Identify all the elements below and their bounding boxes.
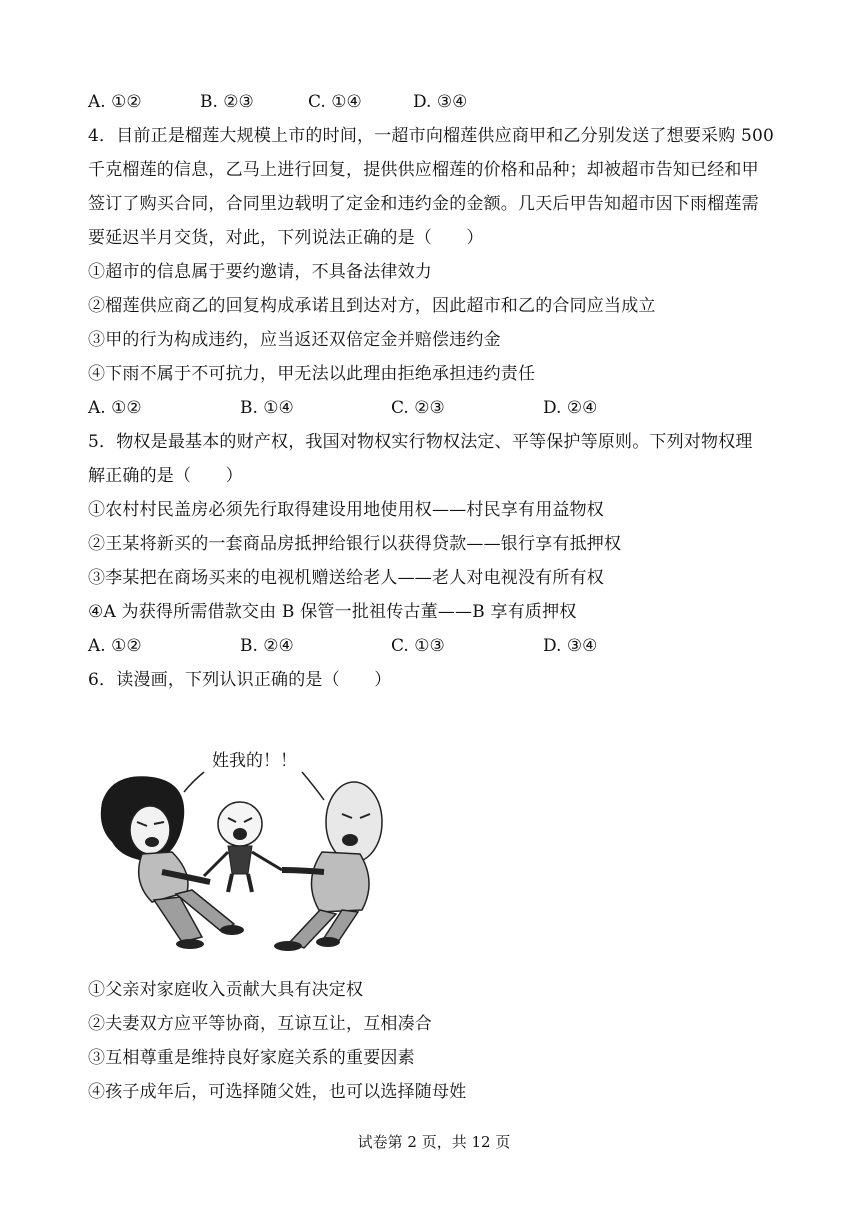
comic-illustration xyxy=(92,742,402,957)
q4-statement-3: ③甲的行为构成违约，应当返还双倍定金并赔偿违约金 xyxy=(88,330,501,350)
q6-statement-3: ③互相尊重是维持良好家庭关系的重要因素 xyxy=(88,1048,415,1068)
q5-options xyxy=(88,634,788,658)
father-figure xyxy=(274,782,382,951)
q6-statement-2: ②夫妻双方应平等协商，互谅互让，互相凑合 xyxy=(88,1014,432,1034)
q5-statement-3: ③李某把在商场买来的电视机赠送给老人——老人对电视没有所有权 xyxy=(88,568,604,588)
q4-stem-line-1: 4．目前正是榴莲大规模上市的时间，一超市向榴莲供应商甲和乙分别发送了想要采购 500 xyxy=(88,126,775,146)
q5-option-a: A. ①② xyxy=(88,636,142,656)
q6-statement-1: ①父亲对家庭收入贡献大具有决定权 xyxy=(88,980,364,1000)
comic-speech-text: 姓我的！！ xyxy=(212,751,297,771)
q3-options xyxy=(88,90,788,114)
q5-statement-2: ②王某将新买的一套商品房抵押给银行以获得贷款——银行享有抵押权 xyxy=(88,534,622,554)
q3-option-d: D. ③④ xyxy=(413,92,468,112)
q5-statement-4: ④A 为获得所需借款交由 B 保管一批祖传古董——B 享有质押权 xyxy=(88,602,577,622)
q4-options xyxy=(88,396,788,420)
q4-statement-4: ④下雨不属于不可抗力，甲无法以此理由拒绝承担违约责任 xyxy=(88,364,536,384)
q4-statement-1: ①超市的信息属于要约邀请，不具备法律效力 xyxy=(88,262,432,282)
q4-option-d: D. ②④ xyxy=(543,398,598,418)
q3-option-a: A. ①② xyxy=(88,92,142,112)
speech-mark-left xyxy=(184,772,204,792)
q4-option-a: A. ①② xyxy=(88,398,142,418)
q3-option-b: B. ②③ xyxy=(200,92,254,112)
q5-stem-line-1: 5．物权是最基本的财产权，我国对物权实行物权法定、平等保护等原则。下列对物权理 xyxy=(88,432,753,452)
q4-option-c: C. ②③ xyxy=(391,398,445,418)
mother-figure xyxy=(101,776,244,949)
child-figure xyxy=(204,802,282,892)
q4-stem-line-4: 要延迟半月交货，对此，下列说法正确的是（ ） xyxy=(88,228,484,248)
q3-option-c: C. ①④ xyxy=(308,92,362,112)
q5-stem-line-2: 解正确的是（ ） xyxy=(88,466,243,486)
q6-stem: 6．读漫画，下列认识正确的是（ ） xyxy=(88,670,392,690)
q4-stem-line-3: 签订了购买合同，合同里边载明了定金和违约金的金额。几天后甲告知超市因下雨榴莲需 xyxy=(88,194,759,214)
q4-statement-2: ②榴莲供应商乙的回复构成承诺且到达对方，因此超市和乙的合同应当成立 xyxy=(88,296,656,316)
q4-stem-line-2: 千克榴莲的信息，乙马上进行回复，提供供应榴莲的价格和品种；却被超市告知已经和甲 xyxy=(88,160,759,180)
q4-option-b: B. ①④ xyxy=(240,398,294,418)
q5-option-b: B. ②④ xyxy=(240,636,294,656)
page-footer: 试卷第 2 页，共 12 页 xyxy=(357,1133,511,1151)
q6-statement-4: ④孩子成年后，可选择随父姓，也可以选择随母姓 xyxy=(88,1082,467,1102)
q5-statement-1: ①农村村民盖房必须先行取得建设用地使用权——村民享有用益物权 xyxy=(88,500,604,520)
q5-option-c: C. ①③ xyxy=(391,636,445,656)
speech-mark-right xyxy=(302,772,324,800)
q5-option-d: D. ③④ xyxy=(543,636,598,656)
